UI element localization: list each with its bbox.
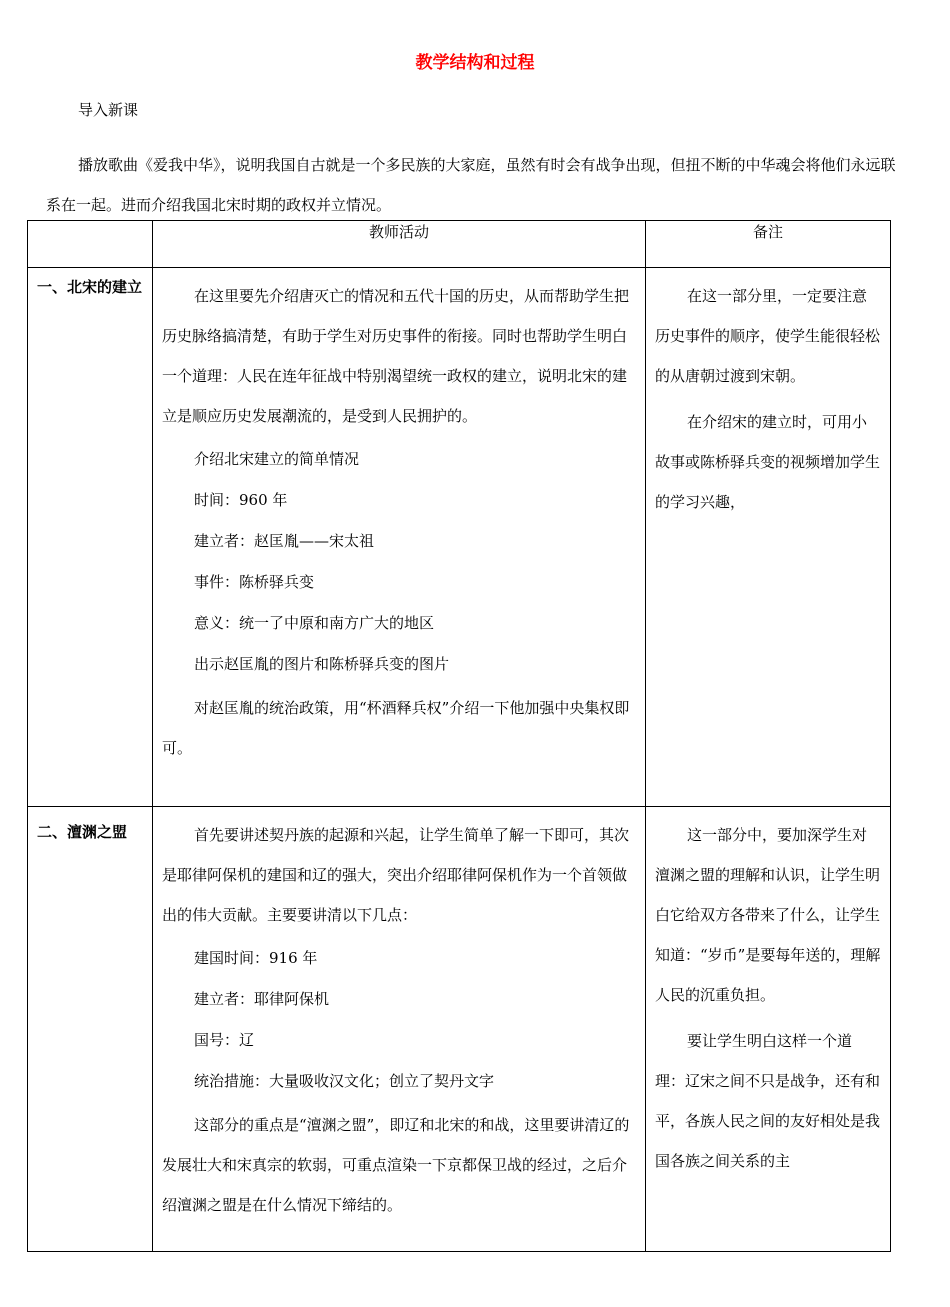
table-row — [28, 268, 891, 807]
activity-item: 统治措施：大量吸收汉文化；创立了契丹文字 — [194, 1072, 495, 1090]
lesson-table — [27, 220, 891, 1252]
remark-paragraph: 要让学生明白这样一个道理：辽宋之间不只是战争，还有和平，各族人民之间的友好相处是我国各族之间关系的主 — [655, 1032, 881, 1170]
activity-item: 建立者：耶律阿保机 — [194, 990, 330, 1008]
activity-paragraph: 对赵匡胤的统治政策，用“杯酒释兵权”介绍一下他加强中央集权即可。 — [162, 699, 630, 757]
remark-paragraph: 在这一部分里，一定要注意历史事件的顺序，使学生能很轻松的从唐朝过渡到宋朝。 — [655, 287, 881, 385]
intro-heading: 导入新课 — [78, 101, 139, 119]
activity-item: 事件：陈桥驿兵变 — [194, 573, 315, 591]
activity-item: 时间：960 年 — [194, 491, 288, 509]
activity-item: 意义：统一了中原和南方广大的地区 — [194, 614, 435, 632]
section-title: 二、澶渊之盟 — [28, 807, 153, 1252]
header-cell-teacher-activity: 教师活动 — [153, 221, 646, 268]
header-cell-remarks: 备注 — [646, 221, 891, 268]
activity-item: 建国时间：916 年 — [194, 949, 318, 967]
remark-paragraph: 这一部分中，要加深学生对澶渊之盟的理解和认识，让学生明白它给双方各带来了什么，让学生知道：“岁币”是要每年送的，理解人民的沉重负担。 — [655, 826, 881, 1004]
remarks-cell — [646, 268, 891, 807]
remark-paragraph: 在介绍宋的建立时，可用小故事或陈桥驿兵变的视频增加学生的学习兴趣， — [655, 413, 881, 511]
header-cell-section — [28, 221, 153, 268]
remarks-cell — [646, 807, 891, 1252]
activity-paragraph: 这部分的重点是“澶渊之盟”，即辽和北宋的和战，这里要讲清辽的发展壮大和宋真宗的软弱，可重点渲染一下京都保卫战的经过，之后介绍澶渊之盟是在什么情况下缔结的。 — [162, 1116, 630, 1214]
table-row — [28, 807, 891, 1252]
teacher-activity-cell — [153, 268, 646, 807]
table-header-row — [28, 221, 891, 268]
intro-paragraph: 播放歌曲《爱我中华》，说明我国自古就是一个多民族的大家庭，虽然有时会有战争出现，但扭不断的中华魂会将他们永远联系在一起。进而介绍我国北宋时期的政权并立情况。 — [46, 156, 896, 214]
teacher-activity-cell — [153, 807, 646, 1252]
activity-item: 建立者：赵匡胤——宋太祖 — [194, 532, 375, 550]
activity-item: 介绍北宋建立的简单情况 — [194, 450, 360, 468]
activity-item: 国号：辽 — [194, 1031, 255, 1049]
section-title: 一、北宋的建立 — [28, 268, 153, 807]
page-title: 教学结构和过程 — [415, 53, 535, 73]
activity-item: 出示赵匡胤的图片和陈桥驿兵变的图片 — [194, 655, 450, 673]
activity-paragraph: 在这里要先介绍唐灭亡的情况和五代十国的历史，从而帮助学生把历史脉络搞清楚，有助于学生对历史事件的衔接。同时也帮助学生明白一个道理：人民在连年征战中特别渴望统一政权的建立，说明北宋的建立是顺应历史发展潮流的，是受到人民拥护的。 — [162, 287, 630, 425]
activity-paragraph: 首先要讲述契丹族的起源和兴起，让学生简单了解一下即可，其次是耶律阿保机的建国和辽的强大，突出介绍耶律阿保机作为一个首领做出的伟大贡献。主要要讲清以下几点： — [162, 826, 630, 924]
